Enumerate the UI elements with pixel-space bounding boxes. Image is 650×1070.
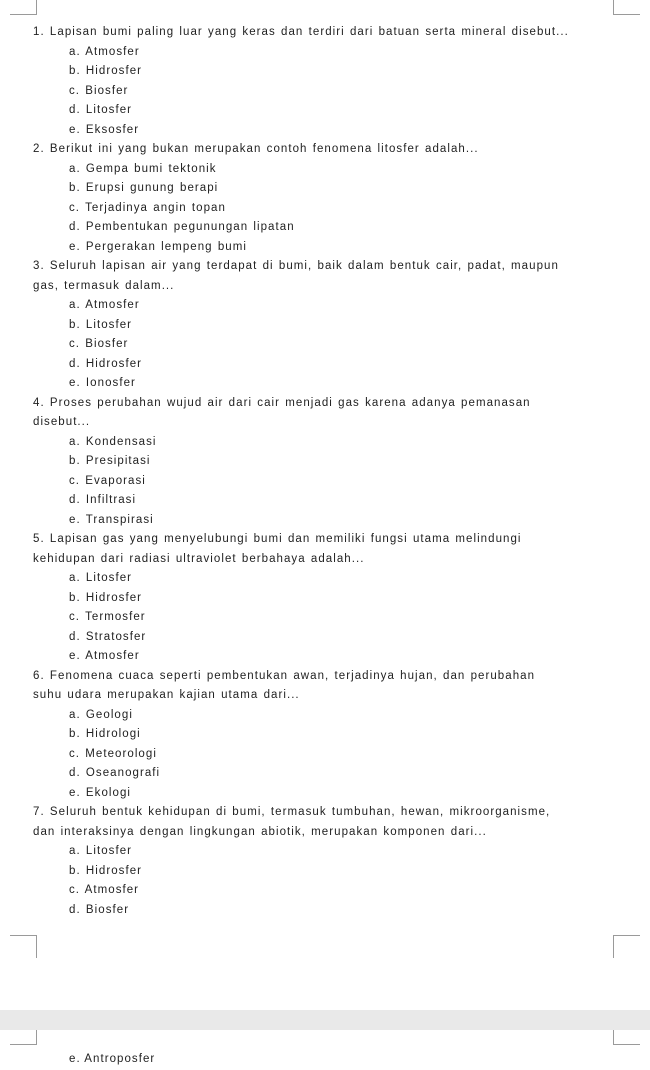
option-c: c. Termosfer bbox=[69, 611, 146, 623]
page-corner-mark-bottom-left bbox=[10, 935, 37, 958]
option-b: b. Hidrosfer bbox=[69, 591, 143, 604]
option-a: a. Atmosfer bbox=[69, 299, 140, 311]
question-7 bbox=[33, 803, 633, 920]
option-e: e. Transpirasi bbox=[69, 513, 154, 526]
page-corner-mark-top-left bbox=[10, 0, 37, 15]
option-a: a. Kondensasi bbox=[69, 435, 157, 448]
question-text-continued: suhu udara merupakan kajian utama dari... bbox=[33, 689, 300, 701]
option-e: e. Pergerakan lempeng bumi bbox=[69, 240, 247, 253]
option-a: a. Atmosfer bbox=[69, 45, 140, 58]
page-corner-mark-top-left bbox=[10, 1030, 37, 1045]
question-text: 6. Fenomena cuaca seperti pembentukan awan, terjadinya hujan, dan perubahan bbox=[33, 669, 536, 682]
option-d: d. Infiltrasi bbox=[69, 494, 137, 506]
question-text: 4. Proses perubahan wujud air dari cair menjadi gas karena adanya pemanasan bbox=[33, 396, 531, 409]
option-e: e. Antroposfer bbox=[69, 1053, 156, 1065]
option-d: d. Biosfer bbox=[69, 903, 130, 916]
option-a: a. Litosfer bbox=[69, 572, 133, 584]
question-4 bbox=[33, 394, 633, 531]
question-2 bbox=[33, 140, 633, 257]
question-text: 3. Seluruh lapisan air yang terdapat di bumi, baik dalam bentuk cair, padat, maupun bbox=[33, 260, 559, 272]
option-a: a. Litosfer bbox=[69, 845, 133, 857]
page-corner-mark-top-right bbox=[613, 0, 640, 15]
page-corner-mark-top-right bbox=[613, 1030, 640, 1045]
option-c: c. Atmosfer bbox=[69, 884, 140, 896]
option-b: b. Hidrologi bbox=[69, 728, 141, 740]
option-d: d. Stratosfer bbox=[69, 630, 147, 643]
question-1 bbox=[33, 23, 633, 140]
question-5 bbox=[33, 530, 633, 667]
question-text-continued: gas, termasuk dalam... bbox=[33, 279, 175, 292]
page-corner-mark-bottom-right bbox=[613, 935, 640, 958]
option-d: d. Hidrosfer bbox=[69, 357, 143, 370]
option-b: b. Erupsi gunung berapi bbox=[69, 182, 219, 194]
option-b: b. Hidrosfer bbox=[69, 65, 143, 77]
question-text-continued: disebut... bbox=[33, 416, 91, 428]
option-c: c. Terjadinya angin topan bbox=[69, 201, 226, 214]
question-list bbox=[33, 23, 633, 920]
option-b: b. Presipitasi bbox=[69, 455, 151, 467]
question-text: 5. Lapisan gas yang menyelubungi bumi dan memiliki fungsi utama melindungi bbox=[33, 533, 522, 545]
option-c: c. Biosfer bbox=[69, 338, 129, 350]
option-c: c. Evaporasi bbox=[69, 474, 146, 487]
question-text-continued: kehidupan dari radiasi ultraviolet berbahaya adalah... bbox=[33, 552, 365, 565]
question-text: 2. Berikut ini yang bukan merupakan contoh fenomena litosfer adalah... bbox=[33, 143, 479, 155]
option-e: e. Eksosfer bbox=[69, 123, 140, 136]
option-e: e. Ionosfer bbox=[69, 377, 136, 389]
question-text: 7. Seluruh bentuk kehidupan di bumi, termasuk tumbuhan, hewan, mikroorganisme, bbox=[33, 806, 551, 818]
option-e: e. Atmosfer bbox=[69, 650, 140, 662]
question-text-continued: dan interaksinya dengan lingkungan abiotik, merupakan komponen dari... bbox=[33, 825, 487, 838]
option-e: e. Ekologi bbox=[69, 786, 132, 799]
option-c: c. Biosfer bbox=[69, 84, 129, 97]
option-b: b. Hidrosfer bbox=[69, 864, 143, 877]
option-b: b. Litosfer bbox=[69, 318, 133, 331]
question-3 bbox=[33, 257, 633, 394]
option-d: d. Pembentukan pegunungan lipatan bbox=[69, 221, 295, 233]
option-a: a. Gempa bumi tektonik bbox=[69, 162, 217, 175]
option-c: c. Meteorologi bbox=[69, 747, 157, 760]
option-d: d. Litosfer bbox=[69, 104, 133, 116]
option-a: a. Geologi bbox=[69, 708, 133, 721]
question-6 bbox=[33, 667, 633, 804]
option-d: d. Oseanografi bbox=[69, 767, 161, 779]
question-text: 1. Lapisan bumi paling luar yang keras dan terdiri dari batuan serta mineral disebut... bbox=[33, 26, 569, 38]
